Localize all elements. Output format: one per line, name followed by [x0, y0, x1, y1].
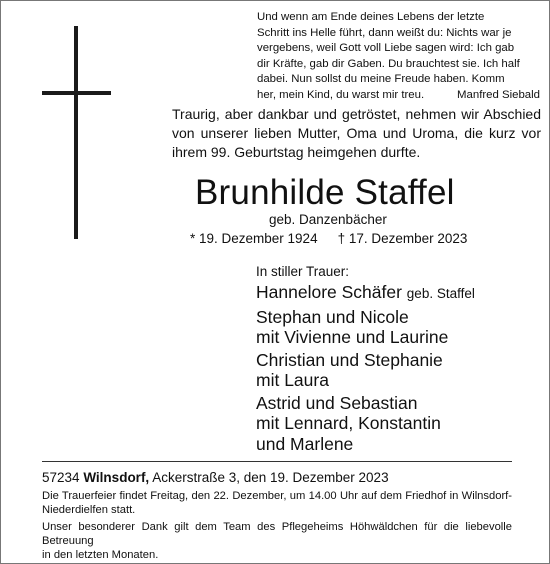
- death-date: † 17. Dezember 2023: [337, 231, 468, 246]
- divider: [42, 461, 512, 462]
- thanks-line: Unser besonderer Dank gilt dem Team des Pflegeheims Höhwäldchen für die liebevolle Betreuung: [42, 521, 512, 547]
- poem-line: Schritt ins Helle führt, dann weißt du: Nichts war je: [257, 26, 512, 39]
- intro-text: [172, 105, 541, 163]
- mourner-line: mit Vivienne und Laurine: [256, 327, 449, 347]
- mourners-block: [256, 263, 541, 454]
- mourner-line: mit Lennard, Konstantin: [256, 413, 441, 433]
- mourner-line: Stephan und Nicole: [256, 306, 409, 327]
- intro-line: Traurig, aber dankbar und getröstet, nehmen wir Abschied: [172, 106, 541, 122]
- poem-line: dir Kräfte, gab dir Gaben. Du brauchtest sie. Ich half: [257, 57, 520, 70]
- cross-horizontal-bar: [42, 91, 111, 95]
- mourner-line: mit Laura: [256, 370, 329, 390]
- mourner-entry: [256, 350, 541, 391]
- life-dates: [190, 230, 467, 247]
- mourner-entry: [256, 307, 541, 348]
- poem-last-line: [257, 88, 540, 104]
- poem: [257, 10, 540, 104]
- mourner-line: und Marlene: [256, 433, 354, 454]
- funeral-line: Niederdielfen statt.: [42, 504, 136, 516]
- poem-author: Manfred Siebald: [457, 88, 540, 101]
- footer: [42, 469, 512, 562]
- birth-name: geb. Danzenbächer: [269, 212, 387, 227]
- mourner-entry: [256, 393, 541, 455]
- funeral-line: Die Trauerfeier findet Freitag, den 22. Dezember, um 14.00 Uhr auf dem Friedhof in Wilnsdorf-: [42, 490, 512, 502]
- mourner-line: Christian und Stephanie: [256, 349, 443, 370]
- deceased-name: Brunhilde Staffel: [195, 173, 455, 212]
- address-date: Ackerstraße 3, den 19. Dezember 2023: [152, 470, 389, 485]
- mourners-label: In stiller Trauer:: [256, 264, 350, 279]
- poem-line: dabei. Nun sollst du meine Freude haben. Komm: [257, 73, 505, 86]
- intro-line: ihrem 99. Geburtstag heimgehen durfte.: [172, 144, 421, 161]
- poem-line: Und wenn am Ende deines Lebens der letzte: [257, 11, 485, 23]
- mourner-line: Astrid und Sebastian: [256, 392, 418, 413]
- intro-line: von unserer lieben Mutter, Oma und Uroma, die kurz vor: [172, 125, 541, 142]
- town: Wilnsdorf,: [83, 470, 150, 485]
- poem-line: vergebens, weil Gott voll Liebe sagen wird: Ich gab: [257, 42, 515, 55]
- birth-date: * 19. Dezember 1924: [190, 231, 318, 246]
- postcode: 57234: [42, 470, 80, 485]
- cross-vertical-bar: [74, 26, 78, 239]
- mourner-name: Hannelore Schäfer: [256, 282, 402, 302]
- place-and-date: [42, 469, 512, 486]
- mourner-entry: [256, 282, 541, 305]
- thanks-notice: [42, 520, 512, 562]
- poem-line: her, mein Kind, du warst mir treu.: [257, 88, 425, 101]
- funeral-notice: [42, 489, 512, 517]
- thanks-line: in den letzten Monaten.: [42, 549, 159, 561]
- mourner-birth-name: geb. Staffel: [406, 286, 475, 301]
